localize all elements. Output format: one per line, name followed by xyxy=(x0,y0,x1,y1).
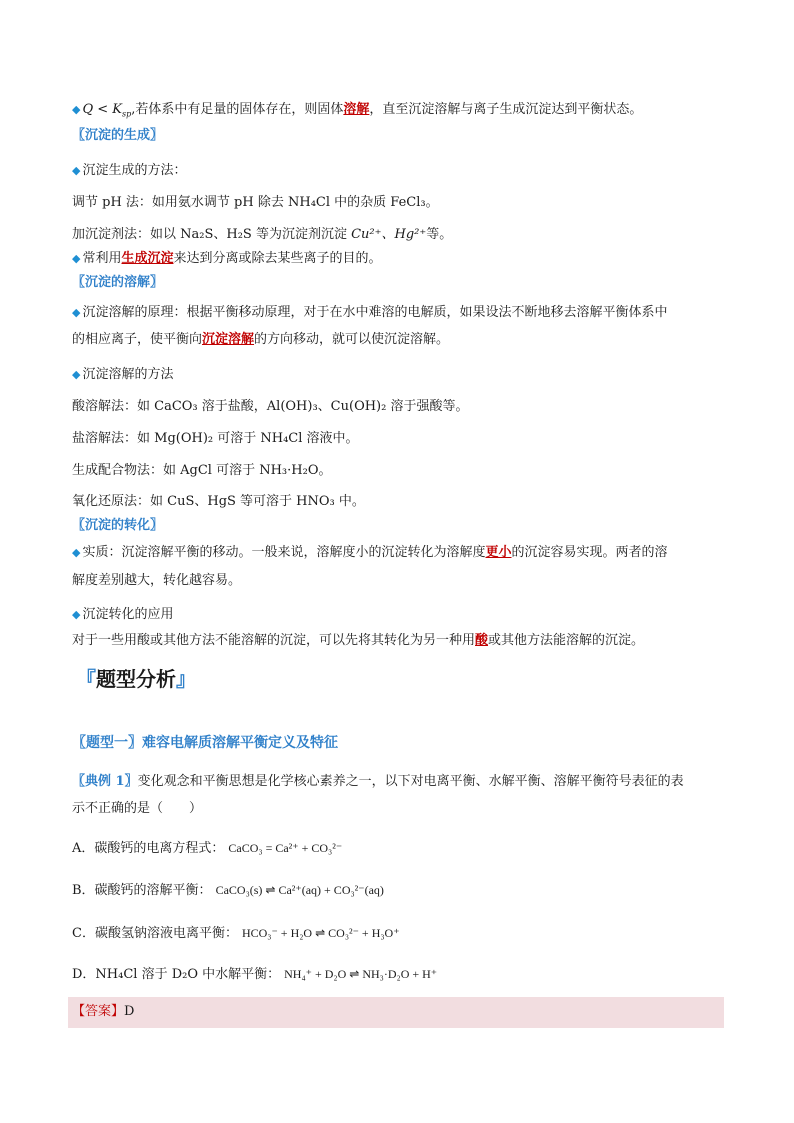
dissolution-principle-cont xyxy=(72,330,449,350)
ksp-text-end: ，直至沉淀溶解与离子生成沉淀达到平衡状态。 xyxy=(369,102,643,117)
example-1-cont: 示不正确的是（ ） xyxy=(72,801,203,816)
answer-label: 【答案】 xyxy=(72,1004,125,1019)
diamond-bullet-icon: ◆ xyxy=(72,164,81,177)
section-label: 题型分析 xyxy=(96,667,176,691)
application-emphasis: 酸 xyxy=(475,633,489,648)
purpose-text-end: 来达到分离或除去某些离子的目的。 xyxy=(173,251,382,266)
conversion-essence-line xyxy=(72,543,668,563)
example-label: 〖典例 1〗 xyxy=(72,774,138,789)
complex-method-line: 生成配合物法：如 AgCl 可溶于 NH₃·H₂O。 xyxy=(72,463,332,478)
option-b-formula: CaCO₃(s) ⇌ Ca²⁺(aq) + CO₃²⁻(aq) xyxy=(215,883,384,897)
option-d-text: D．NH₄Cl 溶于 D₂O 中水解平衡： xyxy=(72,967,281,982)
application-text-end: 或其他方法能溶解的沉淀。 xyxy=(488,633,645,648)
diamond-bullet-icon: ◆ xyxy=(72,368,81,381)
essence-text: 实质：沉淀溶解平衡的移动。一般来说，溶解度小的沉淀转化为溶解度 xyxy=(82,545,486,560)
option-c-formula: HCO₃⁻ + H₂O ⇌ CO₃²⁻ + H₃O⁺ xyxy=(241,926,400,940)
option-b xyxy=(72,880,384,901)
principle-cont-text: 的相应离子，使平衡向 xyxy=(72,332,203,347)
diamond-bullet-icon: ◆ xyxy=(72,608,81,621)
dissolution-methods-title xyxy=(72,365,173,385)
principle-emphasis: 沉淀溶解 xyxy=(202,332,255,347)
answer-bar xyxy=(68,997,724,1028)
option-c-text: C．碳酸氢钠溶液电离平衡： xyxy=(72,926,238,941)
option-a-formula: CaCO₃ = Ca²⁺ + CO₃²⁻ xyxy=(228,841,343,855)
formation-purpose-line xyxy=(72,249,382,269)
conversion-application-title xyxy=(72,605,173,625)
section-close-bracket: 』 xyxy=(176,667,196,691)
formation-methods-title xyxy=(72,161,186,181)
question-type-1-heading: 〖题型一〗难容电解质溶解平衡定义及特征 xyxy=(72,735,338,751)
ksp-text: ,若体系中有足量的固体存在，则固体 xyxy=(131,102,344,117)
redox-method-line: 氧化还原法：如 CuS、HgS 等可溶于 HNO₃ 中。 xyxy=(72,494,365,509)
ph-method-line: 调节 pH 法：如用氨水调节 pH 除去 NH₄Cl 中的杂质 FeCl₃。 xyxy=(72,195,439,210)
example-text: 变化观念和平衡思想是化学核心素养之一，以下对电离平衡、水解平衡、溶解平衡符号表征的表 xyxy=(137,774,684,789)
example-1-line xyxy=(72,772,684,792)
option-c xyxy=(72,923,400,944)
purpose-emphasis: 生成沉淀 xyxy=(121,251,174,266)
heading-precipitate-conversion: 〖沉淀的转化〗 xyxy=(72,518,164,533)
acid-method-line: 酸溶解法：如 CaCO₃ 溶于盐酸，Al(OH)₃、Cu(OH)₂ 溶于强酸等。 xyxy=(72,399,469,414)
option-b-text: B．碳酸钙的溶解平衡： xyxy=(72,883,212,898)
precipitant-method-line xyxy=(72,225,452,245)
precipitant-text: 加沉淀剂法：如以 Na₂S、H₂S 等为沉淀剂沉淀 xyxy=(72,227,352,242)
ksp-condition-line xyxy=(72,100,642,125)
answer-value: D xyxy=(124,1004,135,1019)
option-a xyxy=(72,838,342,859)
essence-emphasis: 更小 xyxy=(485,545,512,560)
option-a-text: A．碳酸钙的电离方程式： xyxy=(72,841,225,856)
precipitant-ions: Cu²⁺、Hg²⁺ xyxy=(351,227,427,242)
essence-text-end: 的沉淀容易实现。两者的溶 xyxy=(511,545,668,560)
answer-line xyxy=(72,1002,134,1022)
option-d-formula: NH₄⁺ + D₂O ⇌ NH₃·D₂O + H⁺ xyxy=(284,967,438,981)
heading-precipitate-formation: 〖沉淀的生成〗 xyxy=(72,128,164,143)
diamond-bullet-icon: ◆ xyxy=(72,306,81,319)
principle-text: 沉淀溶解的原理：根据平衡移动原理，对于在水中难溶的电解质，如果设法不断地移去溶解平衡体系中 xyxy=(82,305,668,320)
salt-method-line: 盐溶解法：如 Mg(OH)₂ 可溶于 NH₄Cl 溶液中。 xyxy=(72,431,359,446)
application-title-text: 沉淀转化的应用 xyxy=(82,607,174,622)
dissolution-methods-text: 沉淀溶解的方法 xyxy=(82,367,174,382)
principle-cont-end: 的方向移动，就可以使沉淀溶解。 xyxy=(254,332,450,347)
diamond-bullet-icon: ◆ xyxy=(72,103,81,116)
heading-precipitate-dissolution: 〖沉淀的溶解〗 xyxy=(72,275,164,290)
diamond-bullet-icon: ◆ xyxy=(72,252,81,265)
option-d xyxy=(72,964,437,985)
section-open-bracket: 『 xyxy=(76,667,96,691)
application-text: 对于一些用酸或其他方法不能溶解的沉淀，可以先将其转化为另一种用 xyxy=(72,633,476,648)
dissolution-principle-line xyxy=(72,303,667,323)
diamond-bullet-icon: ◆ xyxy=(72,546,81,559)
purpose-text: 常利用 xyxy=(82,251,122,266)
conversion-application-line xyxy=(72,631,644,651)
ksp-subscript: sp xyxy=(122,109,132,119)
precipitant-text-end: 等。 xyxy=(426,227,453,242)
q-ksp-formula: Q < K xyxy=(82,102,122,117)
ksp-emphasis: 溶解 xyxy=(343,102,370,117)
formation-methods-text: 沉淀生成的方法： xyxy=(82,163,187,178)
conversion-essence-cont: 解度差别越大，转化越容易。 xyxy=(72,573,242,588)
section-heading-question-analysis xyxy=(76,665,196,693)
